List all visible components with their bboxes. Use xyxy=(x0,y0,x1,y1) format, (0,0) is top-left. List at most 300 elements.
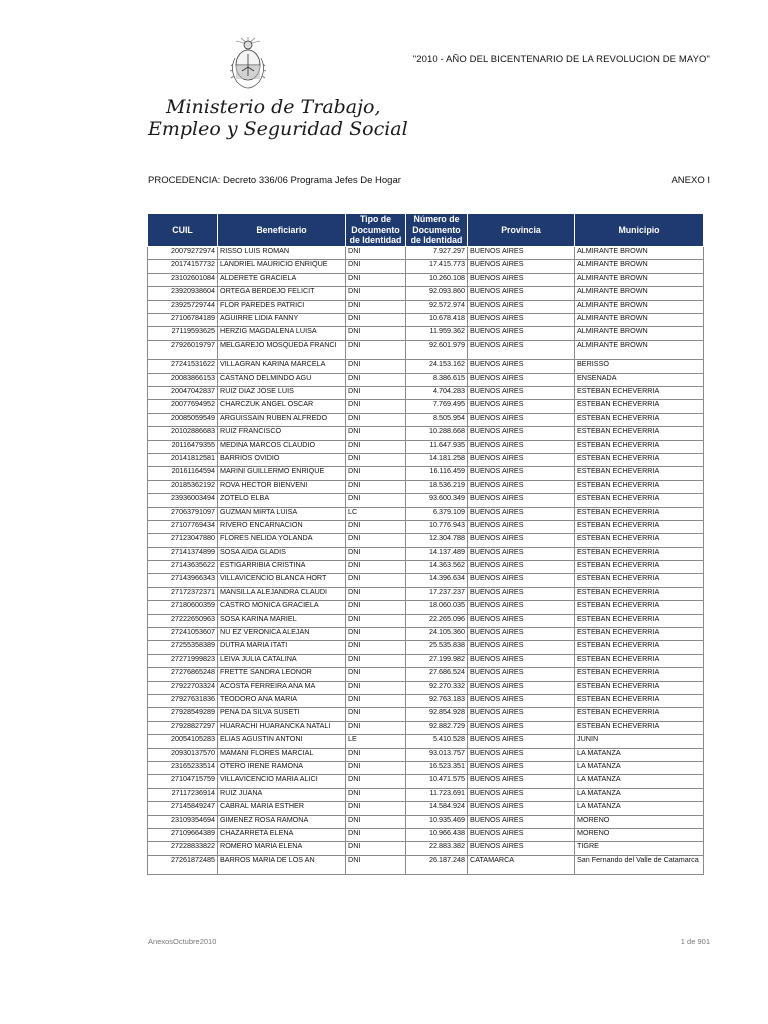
tipo-documento-cell: DNI xyxy=(346,494,406,507)
cuil-cell: 27271999823 xyxy=(148,654,218,667)
table-row xyxy=(148,387,704,400)
column-header-municipio: Municipio xyxy=(575,214,704,247)
tipo-documento-cell: DNI xyxy=(346,842,406,855)
provincia-cell: BUENOS AIRES xyxy=(468,440,575,453)
tipo-documento-cell: DNI xyxy=(346,721,406,734)
municipio-cell: ESTEBAN ECHEVERRIA xyxy=(575,480,704,493)
provincia-cell: BUENOS AIRES xyxy=(468,802,575,815)
numero-documento-cell: 14.137.489 xyxy=(406,547,468,560)
table-row xyxy=(148,287,704,300)
numero-documento-cell: 11.647.935 xyxy=(406,440,468,453)
numero-documento-cell: 11.959.362 xyxy=(406,327,468,340)
beneficiario-cell: PENA DA SILVA SUSETI xyxy=(218,708,346,721)
municipio-cell: JUNIN xyxy=(575,735,704,748)
cuil-cell: 27180600359 xyxy=(148,601,218,614)
numero-documento-cell: 17.415.773 xyxy=(406,260,468,273)
beneficiario-cell: CASTANO DELMINDO AGU xyxy=(218,373,346,386)
provincia-cell: BUENOS AIRES xyxy=(468,761,575,774)
table-row xyxy=(148,614,704,627)
tipo-documento-cell: DNI xyxy=(346,427,406,440)
tipo-documento-cell: DNI xyxy=(346,628,406,641)
municipio-cell: ESTEBAN ECHEVERRIA xyxy=(575,440,704,453)
table-row xyxy=(148,313,704,326)
numero-documento-cell: 93.013.757 xyxy=(406,748,468,761)
beneficiario-cell: MANSILLA ALEJANDRA CLAUDI xyxy=(218,587,346,600)
tipo-documento-cell: DNI xyxy=(346,453,406,466)
provincia-cell: BUENOS AIRES xyxy=(468,313,575,326)
tipo-documento-cell: DNI xyxy=(346,273,406,286)
tipo-documento-cell: DNI xyxy=(346,313,406,326)
tipo-documento-cell: DNI xyxy=(346,654,406,667)
cuil-cell: 27922703324 xyxy=(148,681,218,694)
municipio-cell: ALMIRANTE BROWN xyxy=(575,313,704,326)
numero-documento-cell: 92.854.928 xyxy=(406,708,468,721)
municipio-cell: ESTEBAN ECHEVERRIA xyxy=(575,628,704,641)
numero-documento-cell: 16.523.351 xyxy=(406,761,468,774)
table-row xyxy=(148,654,704,667)
municipio-cell: LA MATANZA xyxy=(575,748,704,761)
numero-documento-cell: 92.882.729 xyxy=(406,721,468,734)
tipo-documento-cell: DNI xyxy=(346,400,406,413)
ministry-line-2: Empleo y Seguridad Social xyxy=(148,118,408,140)
provincia-cell: BUENOS AIRES xyxy=(468,628,575,641)
beneficiario-cell: RIVERO ENCARNACION xyxy=(218,520,346,533)
tipo-documento-cell: DNI xyxy=(346,681,406,694)
beneficiario-cell: HUARACHI HUARANCKA NATALI xyxy=(218,721,346,734)
cuil-cell: 20161164594 xyxy=(148,467,218,480)
table-row xyxy=(148,547,704,560)
numero-documento-cell: 24.105.360 xyxy=(406,628,468,641)
tipo-documento-cell: DNI xyxy=(346,467,406,480)
ministry-line-1: Ministerio de Trabajo, xyxy=(166,96,381,118)
tipo-documento-cell: DNI xyxy=(346,601,406,614)
beneficiario-cell: VILLAGRAN KARINA MARCELA xyxy=(218,360,346,373)
municipio-cell: ALMIRANTE BROWN xyxy=(575,327,704,340)
municipio-cell: ALMIRANTE BROWN xyxy=(575,260,704,273)
table-row xyxy=(148,735,704,748)
beneficiario-cell: CASTRO MONICA GRACIELA xyxy=(218,601,346,614)
beneficiario-cell: SOSA AIDA GLADIS xyxy=(218,547,346,560)
tipo-documento-cell: DNI xyxy=(346,748,406,761)
column-header-beneficiario: Beneficiario xyxy=(218,214,346,247)
beneficiario-cell: RUIZ DIAZ JOSE LUIS xyxy=(218,387,346,400)
municipio-cell: MORENO xyxy=(575,828,704,841)
municipio-cell: ESTEBAN ECHEVERRIA xyxy=(575,453,704,466)
municipio-cell: ESTEBAN ECHEVERRIA xyxy=(575,561,704,574)
numero-documento-cell: 22.883.382 xyxy=(406,842,468,855)
cuil-cell: 27255358389 xyxy=(148,641,218,654)
footer-page-number: 1 de 901 xyxy=(680,937,710,946)
table-row xyxy=(148,440,704,453)
table-row xyxy=(148,507,704,520)
beneficiario-cell: ELIAS AGUSTIN ANTONI xyxy=(218,735,346,748)
table-row xyxy=(148,520,704,533)
table-row xyxy=(148,260,704,273)
beneficiario-cell: CABRAL MARIA ESTHER xyxy=(218,802,346,815)
municipio-cell: ESTEBAN ECHEVERRIA xyxy=(575,387,704,400)
cuil-cell: 20102886683 xyxy=(148,427,218,440)
cuil-cell: 23102601084 xyxy=(148,273,218,286)
table-row xyxy=(148,628,704,641)
numero-documento-cell: 18.536.219 xyxy=(406,480,468,493)
cuil-cell: 27106784189 xyxy=(148,313,218,326)
provincia-cell: BUENOS AIRES xyxy=(468,273,575,286)
table-row xyxy=(148,681,704,694)
provincia-cell: BUENOS AIRES xyxy=(468,520,575,533)
provincia-cell: BUENOS AIRES xyxy=(468,775,575,788)
beneficiario-cell: ZOTELO ELBA xyxy=(218,494,346,507)
provincia-cell: BUENOS AIRES xyxy=(468,828,575,841)
cuil-cell: 27261872485 xyxy=(148,855,218,875)
table-row xyxy=(148,828,704,841)
cuil-cell: 20141812581 xyxy=(148,453,218,466)
municipio-cell: ESTEBAN ECHEVERRIA xyxy=(575,654,704,667)
column-header-cuil: CUIL xyxy=(148,214,218,247)
municipio-cell: ALMIRANTE BROWN xyxy=(575,287,704,300)
numero-documento-cell: 4.704.283 xyxy=(406,387,468,400)
beneficiario-cell: FLOR PAREDES PATRICI xyxy=(218,300,346,313)
numero-documento-cell: 92.601.979 xyxy=(406,340,468,360)
numero-documento-cell: 17.237.237 xyxy=(406,587,468,600)
provincia-cell: BUENOS AIRES xyxy=(468,373,575,386)
cuil-cell: 23165233514 xyxy=(148,761,218,774)
table-row xyxy=(148,413,704,426)
municipio-cell: ALMIRANTE BROWN xyxy=(575,340,704,360)
tipo-documento-cell: DNI xyxy=(346,561,406,574)
cuil-cell: 27927631836 xyxy=(148,695,218,708)
tipo-documento-cell: DNI xyxy=(346,855,406,875)
cuil-cell: 27276865248 xyxy=(148,668,218,681)
municipio-cell: ALMIRANTE BROWN xyxy=(575,247,704,260)
table-row xyxy=(148,327,704,340)
municipio-cell: ESTEBAN ECHEVERRIA xyxy=(575,681,704,694)
numero-documento-cell: 10.678.418 xyxy=(406,313,468,326)
beneficiario-cell: MEDINA MARCOS CLAUDIO xyxy=(218,440,346,453)
tipo-documento-cell: DNI xyxy=(346,815,406,828)
provincia-cell: BUENOS AIRES xyxy=(468,587,575,600)
municipio-cell: ENSENADA xyxy=(575,373,704,386)
tipo-documento-cell: DNI xyxy=(346,775,406,788)
provincia-cell: BUENOS AIRES xyxy=(468,260,575,273)
tipo-documento-cell: DNI xyxy=(346,641,406,654)
municipio-cell: ESTEBAN ECHEVERRIA xyxy=(575,721,704,734)
table-row xyxy=(148,467,704,480)
table-row xyxy=(148,300,704,313)
municipio-cell: ESTEBAN ECHEVERRIA xyxy=(575,520,704,533)
table-row xyxy=(148,247,704,260)
provincia-cell: BUENOS AIRES xyxy=(468,494,575,507)
tipo-documento-cell: LC xyxy=(346,507,406,520)
provincia-cell: BUENOS AIRES xyxy=(468,695,575,708)
municipio-cell: ESTEBAN ECHEVERRIA xyxy=(575,708,704,721)
table-row xyxy=(148,453,704,466)
table-row xyxy=(148,534,704,547)
numero-documento-cell: 16.116.459 xyxy=(406,467,468,480)
cuil-cell: 20930137570 xyxy=(148,748,218,761)
beneficiario-cell: RISSO LUIS ROMAN xyxy=(218,247,346,260)
numero-documento-cell: 10.776.943 xyxy=(406,520,468,533)
cuil-cell: 27241531622 xyxy=(148,360,218,373)
cuil-cell: 23925729744 xyxy=(148,300,218,313)
cuil-cell: 27928827297 xyxy=(148,721,218,734)
table-row xyxy=(148,748,704,761)
provincia-cell: BUENOS AIRES xyxy=(468,748,575,761)
tipo-documento-cell: DNI xyxy=(346,788,406,801)
numero-documento-cell: 10.288.668 xyxy=(406,427,468,440)
provincia-cell: BUENOS AIRES xyxy=(468,453,575,466)
bicentenario-motto: "2010 - AÑO DEL BICENTENARIO DE LA REVOLUCION DE MAYO" xyxy=(412,54,710,65)
municipio-cell: ESTEBAN ECHEVERRIA xyxy=(575,413,704,426)
cuil-cell: 27109664389 xyxy=(148,828,218,841)
cuil-cell: 20185362192 xyxy=(148,480,218,493)
beneficiario-cell: AGUIRRE LIDIA FANNY xyxy=(218,313,346,326)
table-row xyxy=(148,400,704,413)
table-row xyxy=(148,427,704,440)
numero-documento-cell: 10.471.575 xyxy=(406,775,468,788)
provincia-cell: BUENOS AIRES xyxy=(468,467,575,480)
table-header-row xyxy=(148,214,704,247)
tipo-documento-cell: DNI xyxy=(346,480,406,493)
table-body xyxy=(148,247,704,875)
table-row xyxy=(148,721,704,734)
beneficiario-cell: BARRIOS OVIDIO xyxy=(218,453,346,466)
numero-documento-cell: 18.060.035 xyxy=(406,601,468,614)
cuil-cell: 27141374899 xyxy=(148,547,218,560)
numero-documento-cell: 5.410.528 xyxy=(406,735,468,748)
provincia-cell: BUENOS AIRES xyxy=(468,681,575,694)
provincia-cell: BUENOS AIRES xyxy=(468,561,575,574)
municipio-cell: ESTEBAN ECHEVERRIA xyxy=(575,427,704,440)
municipio-cell: LA MATANZA xyxy=(575,761,704,774)
table-row xyxy=(148,815,704,828)
provincia-cell: BUENOS AIRES xyxy=(468,735,575,748)
numero-documento-cell: 27.686.524 xyxy=(406,668,468,681)
beneficiario-cell: TEODORO ANA MARIA xyxy=(218,695,346,708)
municipio-cell: ESTEBAN ECHEVERRIA xyxy=(575,668,704,681)
provincia-cell: BUENOS AIRES xyxy=(468,360,575,373)
cuil-cell: 23109354694 xyxy=(148,815,218,828)
beneficiario-cell: GUZMAN MIRTA LUISA xyxy=(218,507,346,520)
municipio-cell: LA MATANZA xyxy=(575,788,704,801)
provincia-cell: BUENOS AIRES xyxy=(468,427,575,440)
beneficiario-cell: MELGAREJO MOSQUEDA FRANCI xyxy=(218,340,346,360)
municipio-cell: San Fernando del Valle de Catamarca xyxy=(575,855,704,875)
tipo-documento-cell: DNI xyxy=(346,574,406,587)
tipo-documento-cell: DNI xyxy=(346,440,406,453)
anexo-label: ANEXO I xyxy=(671,175,710,186)
provincia-cell: BUENOS AIRES xyxy=(468,574,575,587)
cuil-cell: 27928549289 xyxy=(148,708,218,721)
cuil-cell: 27228833822 xyxy=(148,842,218,855)
cuil-cell: 27145849247 xyxy=(148,802,218,815)
numero-documento-cell: 14.396.634 xyxy=(406,574,468,587)
municipio-cell: ESTEBAN ECHEVERRIA xyxy=(575,534,704,547)
beneficiario-cell: OTERO IRENE RAMONA xyxy=(218,761,346,774)
provincia-cell: BUENOS AIRES xyxy=(468,247,575,260)
numero-documento-cell: 14.363.562 xyxy=(406,561,468,574)
municipio-cell: ESTEBAN ECHEVERRIA xyxy=(575,467,704,480)
cuil-cell: 23920938604 xyxy=(148,287,218,300)
municipio-cell: ESTEBAN ECHEVERRIA xyxy=(575,400,704,413)
numero-documento-cell: 27.199.982 xyxy=(406,654,468,667)
beneficiario-cell: ROVA HECTOR BIENVENI xyxy=(218,480,346,493)
table-row xyxy=(148,574,704,587)
provincia-cell: BUENOS AIRES xyxy=(468,641,575,654)
table-row xyxy=(148,668,704,681)
numero-documento-cell: 92.763.183 xyxy=(406,695,468,708)
cuil-cell: 20083866153 xyxy=(148,373,218,386)
numero-documento-cell: 92.093.860 xyxy=(406,287,468,300)
cuil-cell: 20079272974 xyxy=(148,247,218,260)
column-header-provincia: Provincia xyxy=(468,214,575,247)
numero-documento-cell: 24.153.162 xyxy=(406,360,468,373)
numero-documento-cell: 10.966.438 xyxy=(406,828,468,841)
table-row xyxy=(148,788,704,801)
numero-documento-cell: 92.572.974 xyxy=(406,300,468,313)
numero-documento-cell: 10.260.108 xyxy=(406,273,468,286)
cuil-cell: 20085059549 xyxy=(148,413,218,426)
beneficiario-cell: RUIZ JUANA xyxy=(218,788,346,801)
numero-documento-cell: 14.181.258 xyxy=(406,453,468,466)
provincia-cell: BUENOS AIRES xyxy=(468,842,575,855)
numero-documento-cell: 12.304.788 xyxy=(406,534,468,547)
tipo-documento-cell: DNI xyxy=(346,547,406,560)
tipo-documento-cell: DNI xyxy=(346,520,406,533)
cuil-cell: 27063791097 xyxy=(148,507,218,520)
beneficiario-cell: BARROS MARIA DE LOS AN xyxy=(218,855,346,875)
provincia-cell: BUENOS AIRES xyxy=(468,788,575,801)
numero-documento-cell: 8.505.954 xyxy=(406,413,468,426)
provincia-cell: BUENOS AIRES xyxy=(468,387,575,400)
cuil-cell: 27107769434 xyxy=(148,520,218,533)
numero-documento-cell: 10.935.469 xyxy=(406,815,468,828)
tipo-documento-cell: DNI xyxy=(346,668,406,681)
beneficiario-cell: RUIZ FRANCISCO xyxy=(218,427,346,440)
table-row xyxy=(148,360,704,373)
tipo-documento-cell: DNI xyxy=(346,761,406,774)
municipio-cell: ESTEBAN ECHEVERRIA xyxy=(575,614,704,627)
municipio-cell: TIGRE xyxy=(575,842,704,855)
municipio-cell: ESTEBAN ECHEVERRIA xyxy=(575,494,704,507)
tipo-documento-cell: DNI xyxy=(346,340,406,360)
numero-documento-cell: 25.535.838 xyxy=(406,641,468,654)
beneficiario-cell: LANDRIEL MAURICIO ENRIQUE xyxy=(218,260,346,273)
cuil-cell: 20174157732 xyxy=(148,260,218,273)
beneficiario-cell: GIMENEZ ROSA RAMONA xyxy=(218,815,346,828)
table-row xyxy=(148,340,704,360)
numero-documento-cell: 93.600.349 xyxy=(406,494,468,507)
beneficiario-cell: ESTIGARRIBIA CRISTINA xyxy=(218,561,346,574)
provincia-cell: BUENOS AIRES xyxy=(468,327,575,340)
municipio-cell: ALMIRANTE BROWN xyxy=(575,300,704,313)
municipio-cell: BERISSO xyxy=(575,360,704,373)
column-header-numero-documento: Número de Documento de Identidad xyxy=(406,214,468,247)
beneficiario-cell: FLORES NELIDA YOLANDA xyxy=(218,534,346,547)
table-row xyxy=(148,855,704,875)
tipo-documento-cell: DNI xyxy=(346,287,406,300)
table-row xyxy=(148,373,704,386)
cuil-cell: 27143966343 xyxy=(148,574,218,587)
cuil-cell: 27926019797 xyxy=(148,340,218,360)
provincia-cell: BUENOS AIRES xyxy=(468,614,575,627)
tipo-documento-cell: DNI xyxy=(346,708,406,721)
numero-documento-cell: 14.584.924 xyxy=(406,802,468,815)
provincia-cell: BUENOS AIRES xyxy=(468,413,575,426)
beneficiario-cell: ALDERETE GRACIELA xyxy=(218,273,346,286)
cuil-cell: 27172372371 xyxy=(148,587,218,600)
table-row xyxy=(148,494,704,507)
table-row xyxy=(148,587,704,600)
tipo-documento-cell: DNI xyxy=(346,587,406,600)
numero-documento-cell: 92.270.332 xyxy=(406,681,468,694)
beneficiario-cell: SOSA KARINA MARIEL xyxy=(218,614,346,627)
provincia-cell: BUENOS AIRES xyxy=(468,507,575,520)
municipio-cell: ESTEBAN ECHEVERRIA xyxy=(575,547,704,560)
tipo-documento-cell: DNI xyxy=(346,534,406,547)
numero-documento-cell: 7.769.495 xyxy=(406,400,468,413)
provincia-cell: BUENOS AIRES xyxy=(468,654,575,667)
provincia-cell: BUENOS AIRES xyxy=(468,547,575,560)
provincia-cell: BUENOS AIRES xyxy=(468,480,575,493)
beneficiario-cell: HERZIG MAGDALENA LUISA xyxy=(218,327,346,340)
provincia-cell: BUENOS AIRES xyxy=(468,708,575,721)
municipio-cell: ESTEBAN ECHEVERRIA xyxy=(575,601,704,614)
footer-filename: AnexosOctubre2010 xyxy=(148,937,217,946)
numero-documento-cell: 22.265.096 xyxy=(406,614,468,627)
cuil-cell: 27143635622 xyxy=(148,561,218,574)
cuil-cell: 27222650963 xyxy=(148,614,218,627)
tipo-documento-cell: DNI xyxy=(346,614,406,627)
table-row xyxy=(148,708,704,721)
tipo-documento-cell: DNI xyxy=(346,360,406,373)
column-header-tipo-documento: Tipo de Documento de Identidad xyxy=(346,214,406,247)
beneficiario-cell: DUTRA MARIA ITATI xyxy=(218,641,346,654)
tipo-documento-cell: DNI xyxy=(346,413,406,426)
beneficiary-table xyxy=(147,213,704,875)
beneficiario-cell: MAMANI FLORES MARCIAL xyxy=(218,748,346,761)
cuil-cell: 27241053607 xyxy=(148,628,218,641)
numero-documento-cell: 6.379.109 xyxy=(406,507,468,520)
provincia-cell: CATAMARCA xyxy=(468,855,575,875)
beneficiario-cell: FRETTE SANDRA LEONOR xyxy=(218,668,346,681)
provincia-cell: BUENOS AIRES xyxy=(468,668,575,681)
table-row xyxy=(148,601,704,614)
beneficiario-cell: ROMERO MARIA ELENA xyxy=(218,842,346,855)
municipio-cell: LA MATANZA xyxy=(575,775,704,788)
beneficiario-cell: CHARCZUK ANGEL OSCAR xyxy=(218,400,346,413)
municipio-cell: ESTEBAN ECHEVERRIA xyxy=(575,574,704,587)
beneficiario-cell: CHAZARRETA ELENA xyxy=(218,828,346,841)
cuil-cell: 20077694952 xyxy=(148,400,218,413)
beneficiario-cell: MARINI GUILLERMO ENRIQUE xyxy=(218,467,346,480)
beneficiario-cell: VILLAVICENCIO BLANCA HORT xyxy=(218,574,346,587)
table-row xyxy=(148,802,704,815)
provincia-cell: BUENOS AIRES xyxy=(468,815,575,828)
cuil-cell: 20047042837 xyxy=(148,387,218,400)
provincia-cell: BUENOS AIRES xyxy=(468,287,575,300)
municipio-cell: ESTEBAN ECHEVERRIA xyxy=(575,641,704,654)
tipo-documento-cell: DNI xyxy=(346,373,406,386)
tipo-documento-cell: DNI xyxy=(346,260,406,273)
cuil-cell: 27119593625 xyxy=(148,327,218,340)
tipo-documento-cell: DNI xyxy=(346,327,406,340)
procedencia-text: PROCEDENCIA: Decreto 336/06 Programa Jefes De Hogar xyxy=(148,175,401,186)
tipo-documento-cell: DNI xyxy=(346,300,406,313)
beneficiario-cell: VILLAVICENCIO MARIA ALICI xyxy=(218,775,346,788)
table-row xyxy=(148,695,704,708)
table-row xyxy=(148,480,704,493)
coat-of-arms-logo xyxy=(227,36,269,90)
